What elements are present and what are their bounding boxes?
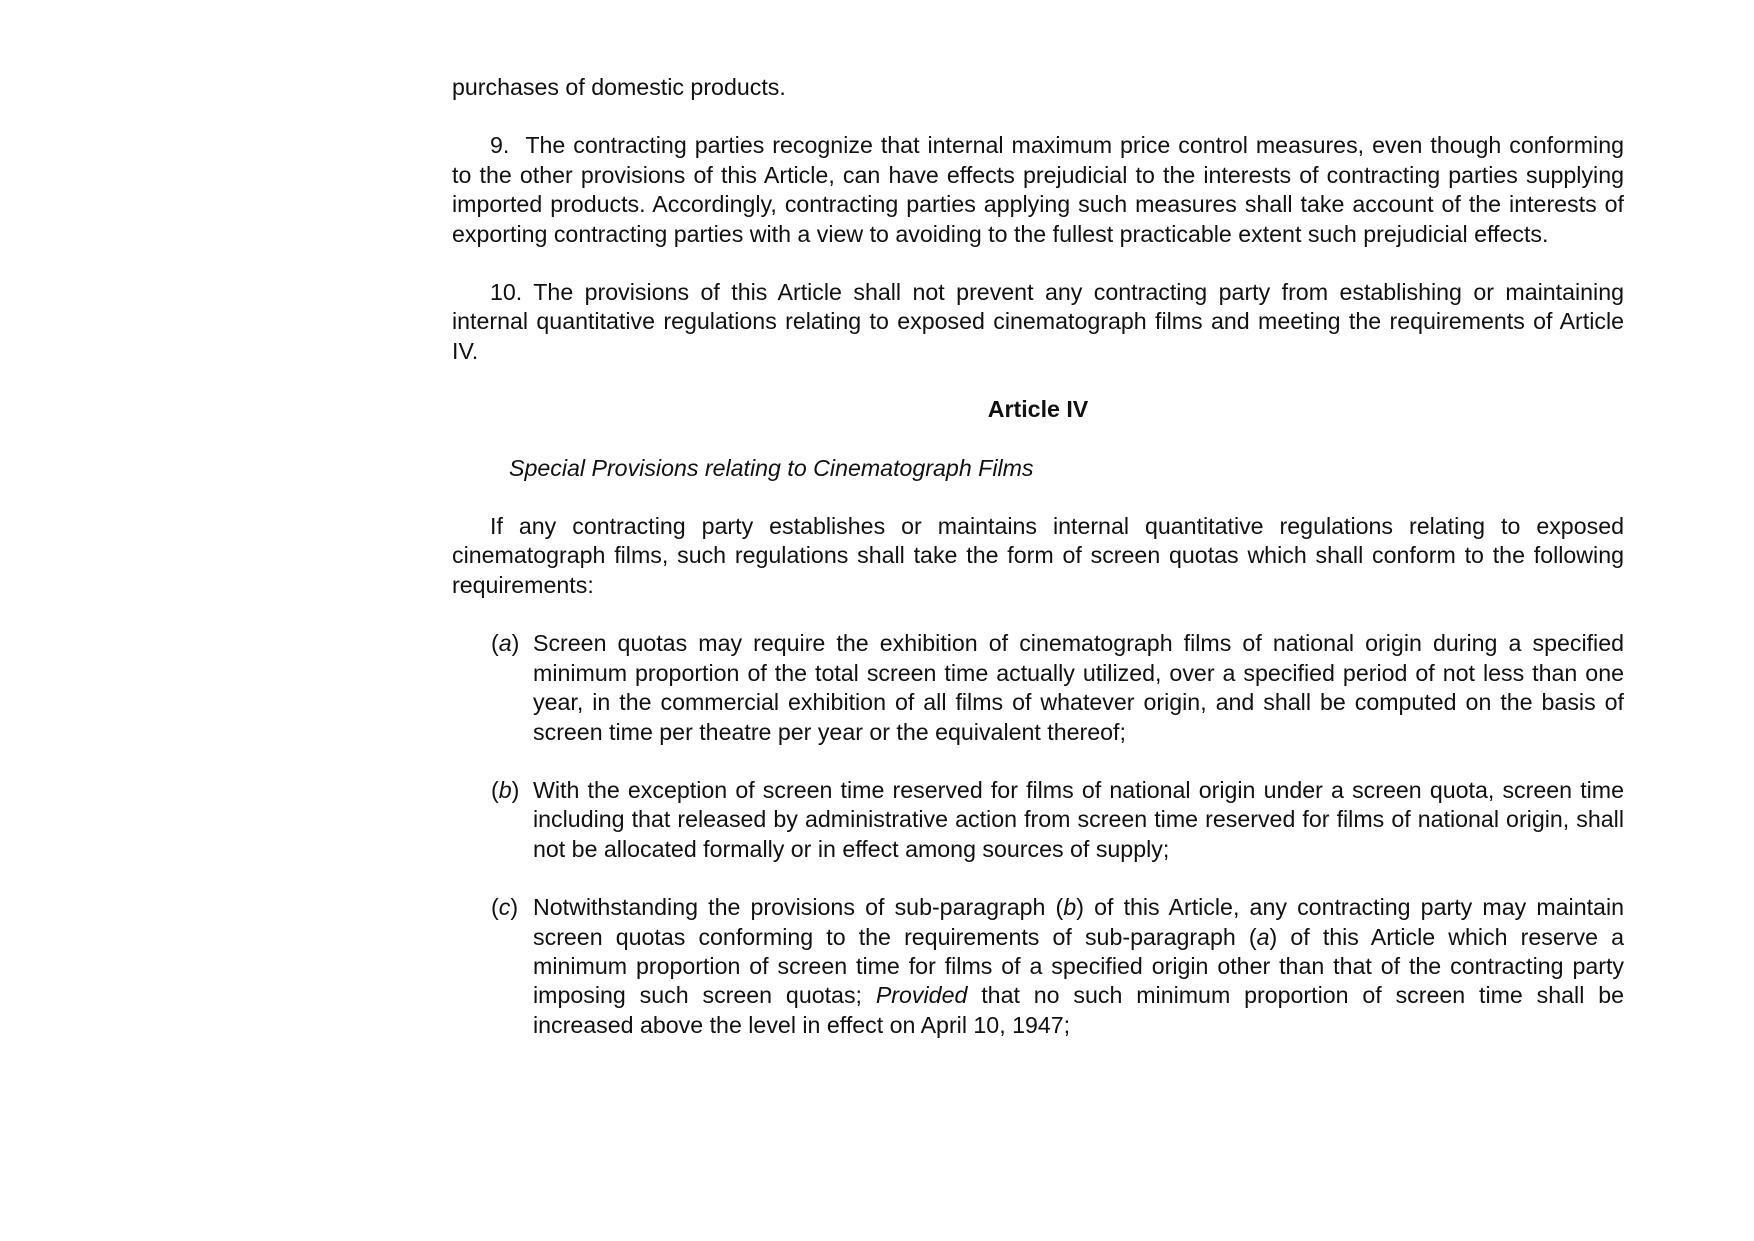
document-page <box>452 73 1624 1069</box>
paragraph-10-text: The provisions of this Article shall not prevent any contracting party from establishing or maintaining internal quantitative regulations relating to exposed cinematograph films and meeting the requirements of Article IV. <box>452 279 1624 364</box>
article-heading: Article IV <box>987 396 1089 423</box>
list-item-c <box>452 893 1624 1040</box>
list-item-a <box>452 629 1624 747</box>
list-item-b-label: (b) <box>491 776 520 803</box>
list-item-c-label: (c) <box>491 894 519 921</box>
paragraph-10 <box>452 278 1624 366</box>
list-item-a-text: Screen quotas may require the exhibition of cinematograph films of national origin during a specified minimum proportion of the total screen time actually utilized, over a specified period of not less than one year, in the commercial exhibition of all films of whatever origin, and shall be computed on the basis of screen time per theatre per year or the equivalent thereof; <box>533 630 1624 745</box>
reference-b: b <box>1063 894 1077 921</box>
continuation-text: purchases of domestic products. <box>452 74 786 100</box>
provided-term: Provided <box>875 982 968 1009</box>
article-intro: If any contracting party establishes or maintains internal quantitative regulations relating to exposed cinematograph films, such regulations shall take the form of screen quotas which shall conform to the following requirements: <box>452 513 1624 598</box>
list-item-a-label: (a) <box>491 630 520 657</box>
reference-a: a <box>1256 923 1270 950</box>
list-item-c-text: Notwithstanding the provisions of sub-paragraph (b) of this Article, any contracting party may maintain screen quotas conforming to the requirements of sub-paragraph (a) of this Article which reserve a minimum proportion of screen time for films of a specified origin other than that of the contracting party imposing such screen quotas; Provided that no such minimum proportion of screen time shall be increased above the level in effect on April 10, 1947; <box>533 894 1625 1038</box>
article-subheading: Special Provisions relating to Cinematograph Films <box>509 454 1034 481</box>
list-item-b-text: With the exception of screen time reserved for films of national origin under a screen quota, screen time including that released by administrative action from screen time reserved for films of national origin, shall not be allocated formally or in effect among sources of supply; <box>533 776 1624 862</box>
paragraph-9-number: 9. <box>490 132 510 159</box>
list-item-b <box>452 776 1624 864</box>
paragraph-9 <box>452 131 1624 249</box>
paragraph-10-number: 10. <box>490 279 523 306</box>
paragraph-9-text: The contracting parties recognize that internal maximum price control measures, even though conforming to the other provisions of this Article, can have effects prejudicial to the interests of contracting parties supplying imported products. Accordingly, contracting parties applying such measures shall take account of the interests of exporting contracting parties with a view to avoiding to the fullest practicable extent such prejudicial effects. <box>452 132 1625 247</box>
